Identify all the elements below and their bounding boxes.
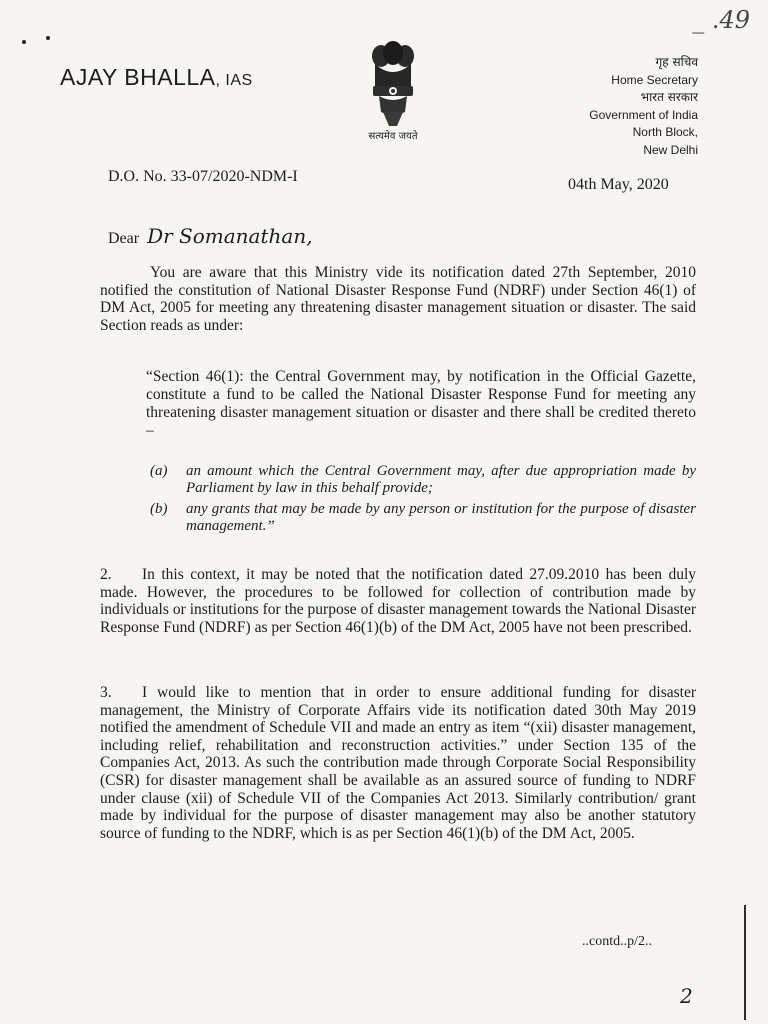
office-building: North Block, xyxy=(632,125,698,139)
addressee-handwritten: Dr Somanathan, xyxy=(147,224,313,248)
handwritten-page-number: _ .49 xyxy=(692,6,750,34)
office-title: Home Secretary xyxy=(611,72,698,87)
state-emblem xyxy=(358,40,428,142)
quoted-section: “Section 46(1): the Central Government may, by notification in the Official Gazette, constitute a fund to be called the National Disaster Response Fund for meeting any threatening disaster management situation or disaster and there shall be credited thereto – xyxy=(146,368,696,439)
lion-capital-icon xyxy=(367,40,419,126)
office-hindi-govt: भारत सरकार xyxy=(640,90,698,104)
salutation: Dear Dr Somanathan, xyxy=(108,224,313,248)
reference-number: D.O. No. 33-07/2020-NDM-I xyxy=(108,168,298,185)
paragraph-3: 3. I would like to mention that in order to ensure additional funding for disaster management, the Ministry of Corporate Affairs vide its notification dated 30th May 2019 notified the amendment of Schedule VII and made an entry as item “(xii) disaster management, including relief, rehabilitation and reconstruction activities.” under Section 135 of the Companies Act, 2013. As such the contribution made through Corporate Social Responsibility (CSR) for disaster management shall be available as an assured source of funding to NDRF under clause (xii) of Schedule VII of the Companies Act 2013. Similarly contribution/ grant made by individual for the purpose of disaster management may also be another statutory source of funding to the NDRF, which is as per Section 46(1)(b) of the DM Act, 2005. xyxy=(100,684,696,842)
list-item: (a) an amount which the Central Government may, after due appropriation made by Parliament by law in this behalf provide; xyxy=(150,463,696,496)
paragraph-2: 2. In this context, it may be noted that the notification dated 27.09.2010 has been duly made. However, the procedures to be followed for collection of contribution made by individuals or institutions for the purpose of disaster management towards the National Disaster Response Fund (NDRF) as per Section 46(1)(b) of the DM Act, 2005 have not been prescribed. xyxy=(100,566,696,636)
office-hindi-title: गृह सचिव xyxy=(655,55,698,69)
office-govt: Government of India xyxy=(589,107,698,122)
continued-note: ..contd..p/2.. xyxy=(582,934,652,949)
office-block xyxy=(589,54,698,159)
paragraph-1: You are aware that this Ministry vide its notification dated 27th September, 2010 notified the constitution of National Disaster Response Fund (NDRF) under Section 46(1) of DM Act, 2005 for meeting any threatening disaster management situation or disaster. The said Section reads as under: xyxy=(100,264,696,334)
office-city: New Delhi xyxy=(643,142,698,157)
emblem-motto: सत्यमेव जयते xyxy=(368,131,418,142)
scan-speck xyxy=(22,40,26,44)
section-items xyxy=(150,463,696,539)
sender-name: AJAY BHALLA, IAS xyxy=(60,64,253,90)
scan-speck xyxy=(46,36,50,40)
margin-line xyxy=(744,905,746,1020)
list-item: (b) any grants that may be made by any person or institution for the purpose of disaster management.” xyxy=(150,501,696,534)
letter-date: 04th May, 2020 xyxy=(568,176,669,193)
handwritten-next-page-mark: 2 xyxy=(680,984,693,1008)
